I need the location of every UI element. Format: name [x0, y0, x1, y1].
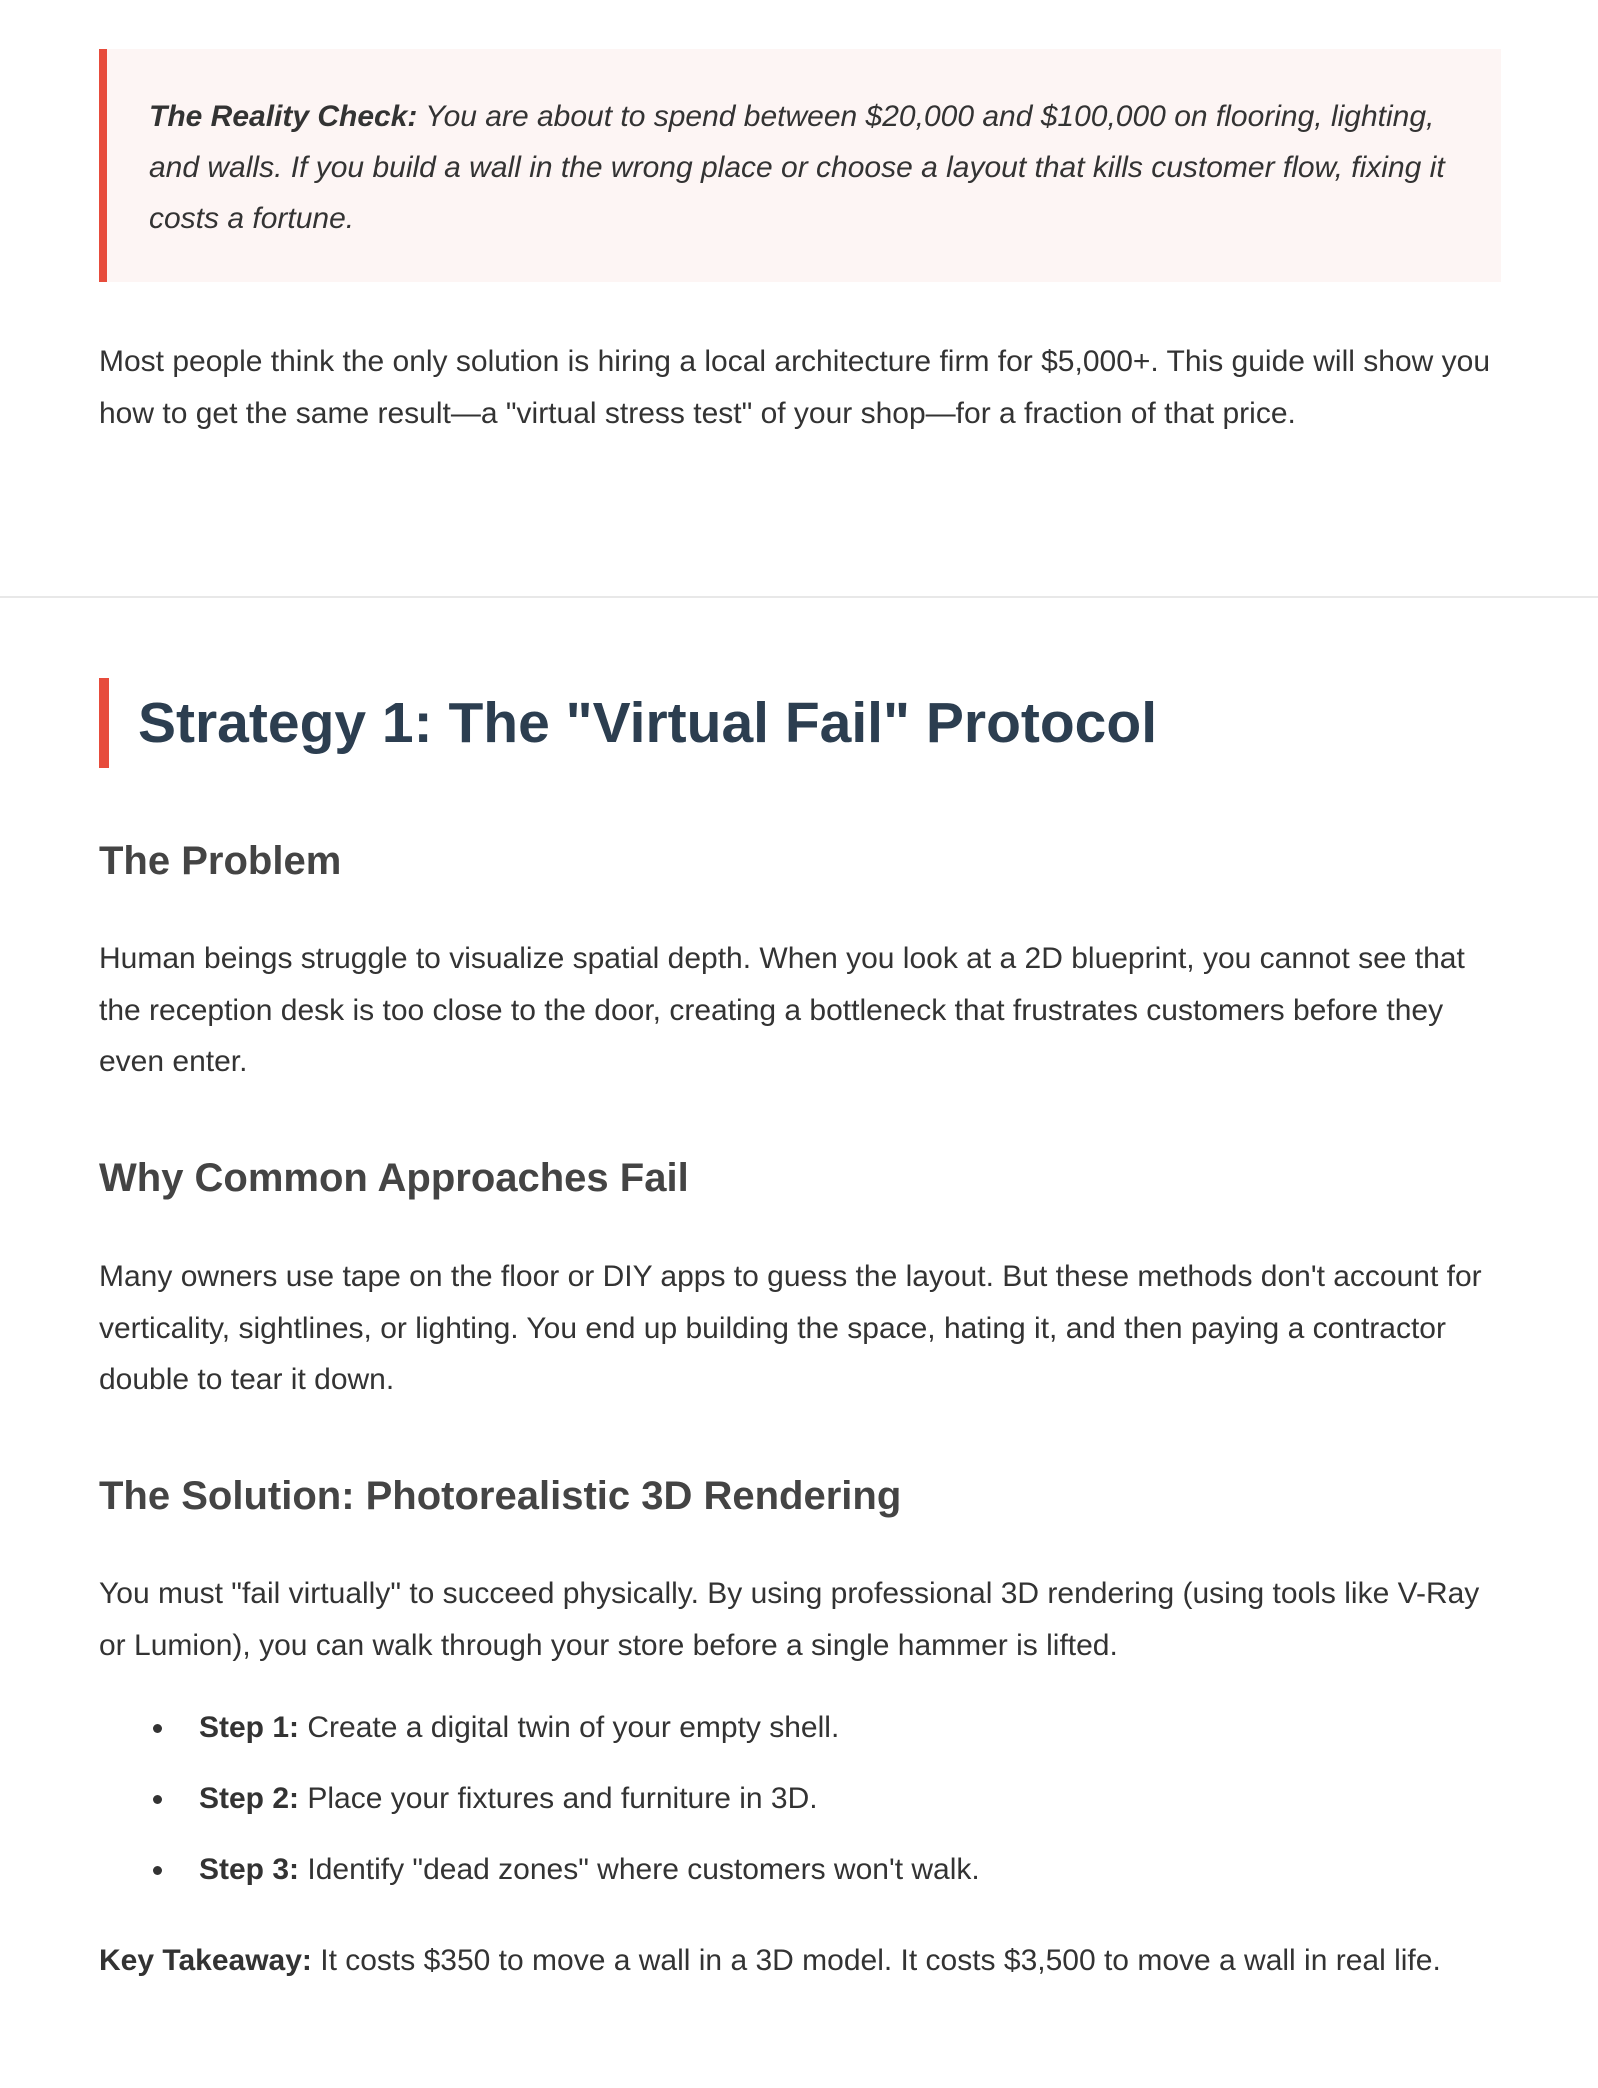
list-item	[99, 1779, 1501, 1850]
solution-paragraph: You must "fail virtually" to succeed physically. By using professional 3D rendering (using tools like V-Ray or Lumion), you can walk through your store before a single hammer is lifted.	[99, 1577, 1480, 1662]
callout-text	[149, 91, 1453, 244]
steps-list-wrap	[99, 1708, 1501, 1921]
problem-heading: The Problem	[99, 839, 342, 883]
solution-heading: The Solution: Photorealistic 3D Rendering	[99, 1474, 902, 1518]
takeaway-label: Key Takeaway:	[99, 1944, 312, 1977]
list-item	[99, 1708, 1501, 1779]
intro-paragraph: Most people think the only solution is hiring a local architecture firm for $5,000+. This guide will show you how to get the same result—a "virtual stress test" of your shop—for a fraction of that price.	[99, 345, 1491, 430]
callout-label: The Reality Check:	[149, 100, 418, 133]
step-text: Create a digital twin of your empty shell.	[299, 1711, 840, 1744]
strategy-title: Strategy 1: The "Virtual Fail" Protocol	[138, 690, 1158, 755]
steps-list	[99, 1708, 1501, 1921]
step-text: Place your fixtures and furniture in 3D.	[299, 1782, 818, 1815]
step-text: Identify "dead zones" where customers won't walk.	[299, 1853, 980, 1886]
takeaway-paragraph	[99, 1935, 1501, 1987]
solution-heading-wrap	[99, 1472, 1501, 1520]
step-label: Step 3:	[199, 1853, 300, 1886]
why-fail-heading-wrap	[99, 1154, 1501, 1202]
takeaway-section	[99, 1935, 1501, 1987]
problem-section	[99, 933, 1501, 1088]
problem-heading-wrap	[99, 837, 1501, 885]
strategy-heading	[99, 678, 1157, 768]
takeaway-text: It costs $350 to move a wall in a 3D model. It costs $3,500 to move a wall in real life.	[311, 1944, 1441, 1977]
why-fail-paragraph: Many owners use tape on the floor or DIY apps to guess the layout. But these methods don't account for verticality, sightlines, or lighting. You end up building the space, hating it, and then paying a contractor double to tear it down.	[99, 1260, 1482, 1396]
step-label: Step 1:	[199, 1711, 300, 1744]
solution-section	[99, 1568, 1501, 1671]
list-item	[99, 1850, 1501, 1921]
why-fail-heading: Why Common Approaches Fail	[99, 1156, 689, 1200]
step-label: Step 2:	[199, 1782, 300, 1815]
why-fail-section	[99, 1251, 1501, 1406]
section-divider	[0, 596, 1598, 598]
reality-check-callout	[99, 49, 1501, 282]
intro-section	[99, 336, 1501, 439]
callout-body: You are about to spend between $20,000 and $100,000 on flooring, lighting, and walls. If you build a wall in the wrong place or choose a layout that kills customer flow, fixing it costs a fortune.	[149, 100, 1445, 235]
problem-paragraph: Human beings struggle to visualize spatial depth. When you look at a 2D blueprint, you cannot see that the reception desk is too close to the door, creating a bottleneck that frustrates customers before they even enter.	[99, 942, 1465, 1078]
